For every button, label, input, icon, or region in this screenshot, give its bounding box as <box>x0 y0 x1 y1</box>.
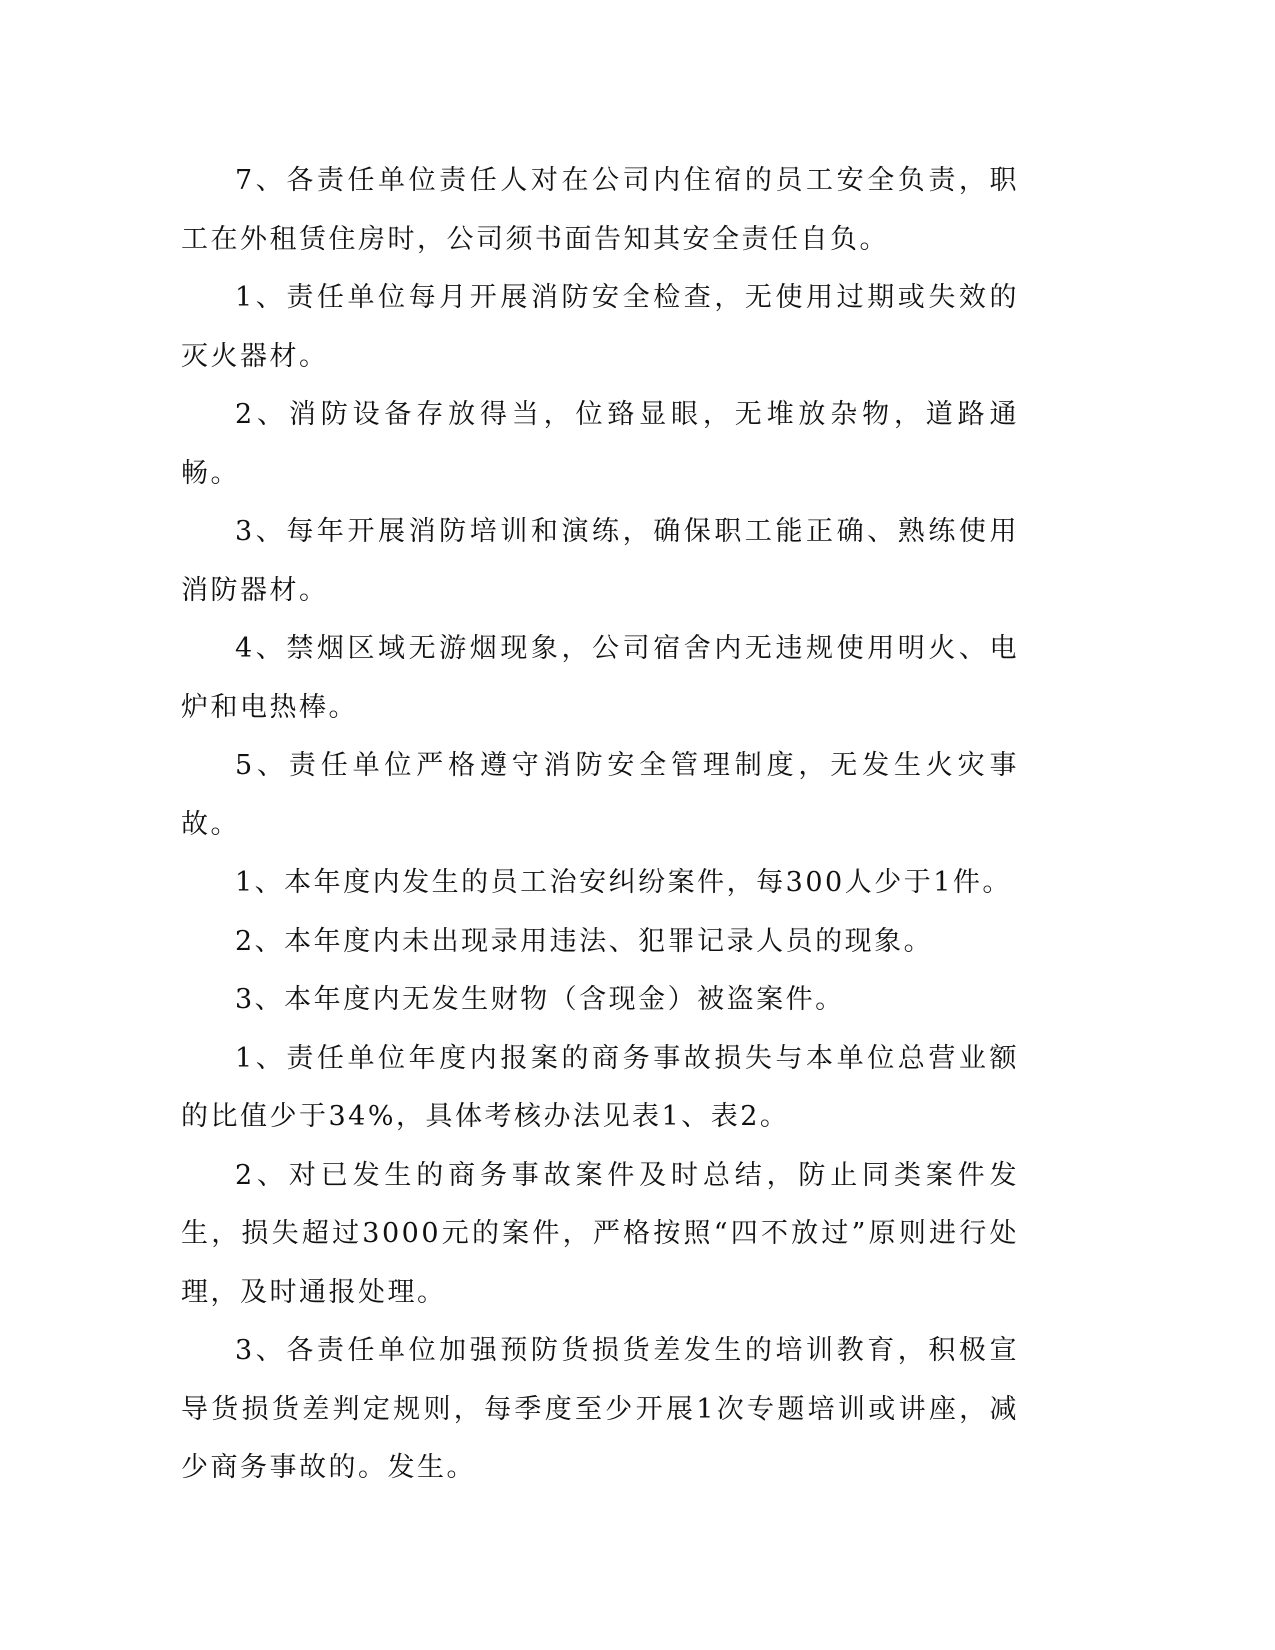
paragraph-dormitory-safety: 7、各责任单位责任人对在公司内住宿的员工安全负责，职工在外租赁住房时，公司须书面告知其安全责任自负。 <box>181 165 1019 255</box>
paragraph-fire-inspection: 1、责任单位每月开展消防安全检查，无使用过期或失效的灭火器材。 <box>181 282 1019 372</box>
paragraph-smoking-ban: 4、禁烟区域无游烟现象，公司宿舍内无违规使用明火、电炉和电热棒。 <box>181 633 1019 723</box>
paragraph-cargo-training: 3、各责任单位加强预防货损货差发生的培训教育，积极宣导货损货差判定规则，每季度至少开展1次专题培训或讲座，减少商务事故的。发生。 <box>181 1335 1019 1483</box>
paragraph-fire-equipment: 2、消防设备存放得当，位臵显眼，无堆放杂物，道路通畅。 <box>181 399 1019 489</box>
paragraph-hiring-records: 2、本年度内未出现录用违法、犯罪记录人员的现象。 <box>235 925 934 957</box>
document-body <box>181 152 1019 1498</box>
paragraph-theft-cases: 3、本年度内无发生财物（含现金）被盗案件。 <box>235 984 845 1015</box>
paragraph-dispute-cases: 1、本年度内发生的员工治安纠纷案件，每300人少于1件。 <box>235 867 1012 898</box>
paragraph-fire-management: 5、责任单位严格遵守消防安全管理制度，无发生火灾事故。 <box>181 750 1019 840</box>
paragraph-accident-summary: 2、对已发生的商务事故案件及时总结，防止同类案件发生，损失超过3000元的案件，严格按照“四不放过”原则进行处理，及时通报处理。 <box>181 1159 1019 1308</box>
paragraph-business-loss-ratio: 1、责任单位年度内报案的商务事故损失与本单位总营业额的比值少于34%，具体考核办法见表1、表2。 <box>181 1042 1019 1132</box>
paragraph-fire-training: 3、每年开展消防培训和演练，确保职工能正确、熟练使用消防器材。 <box>181 516 1019 606</box>
